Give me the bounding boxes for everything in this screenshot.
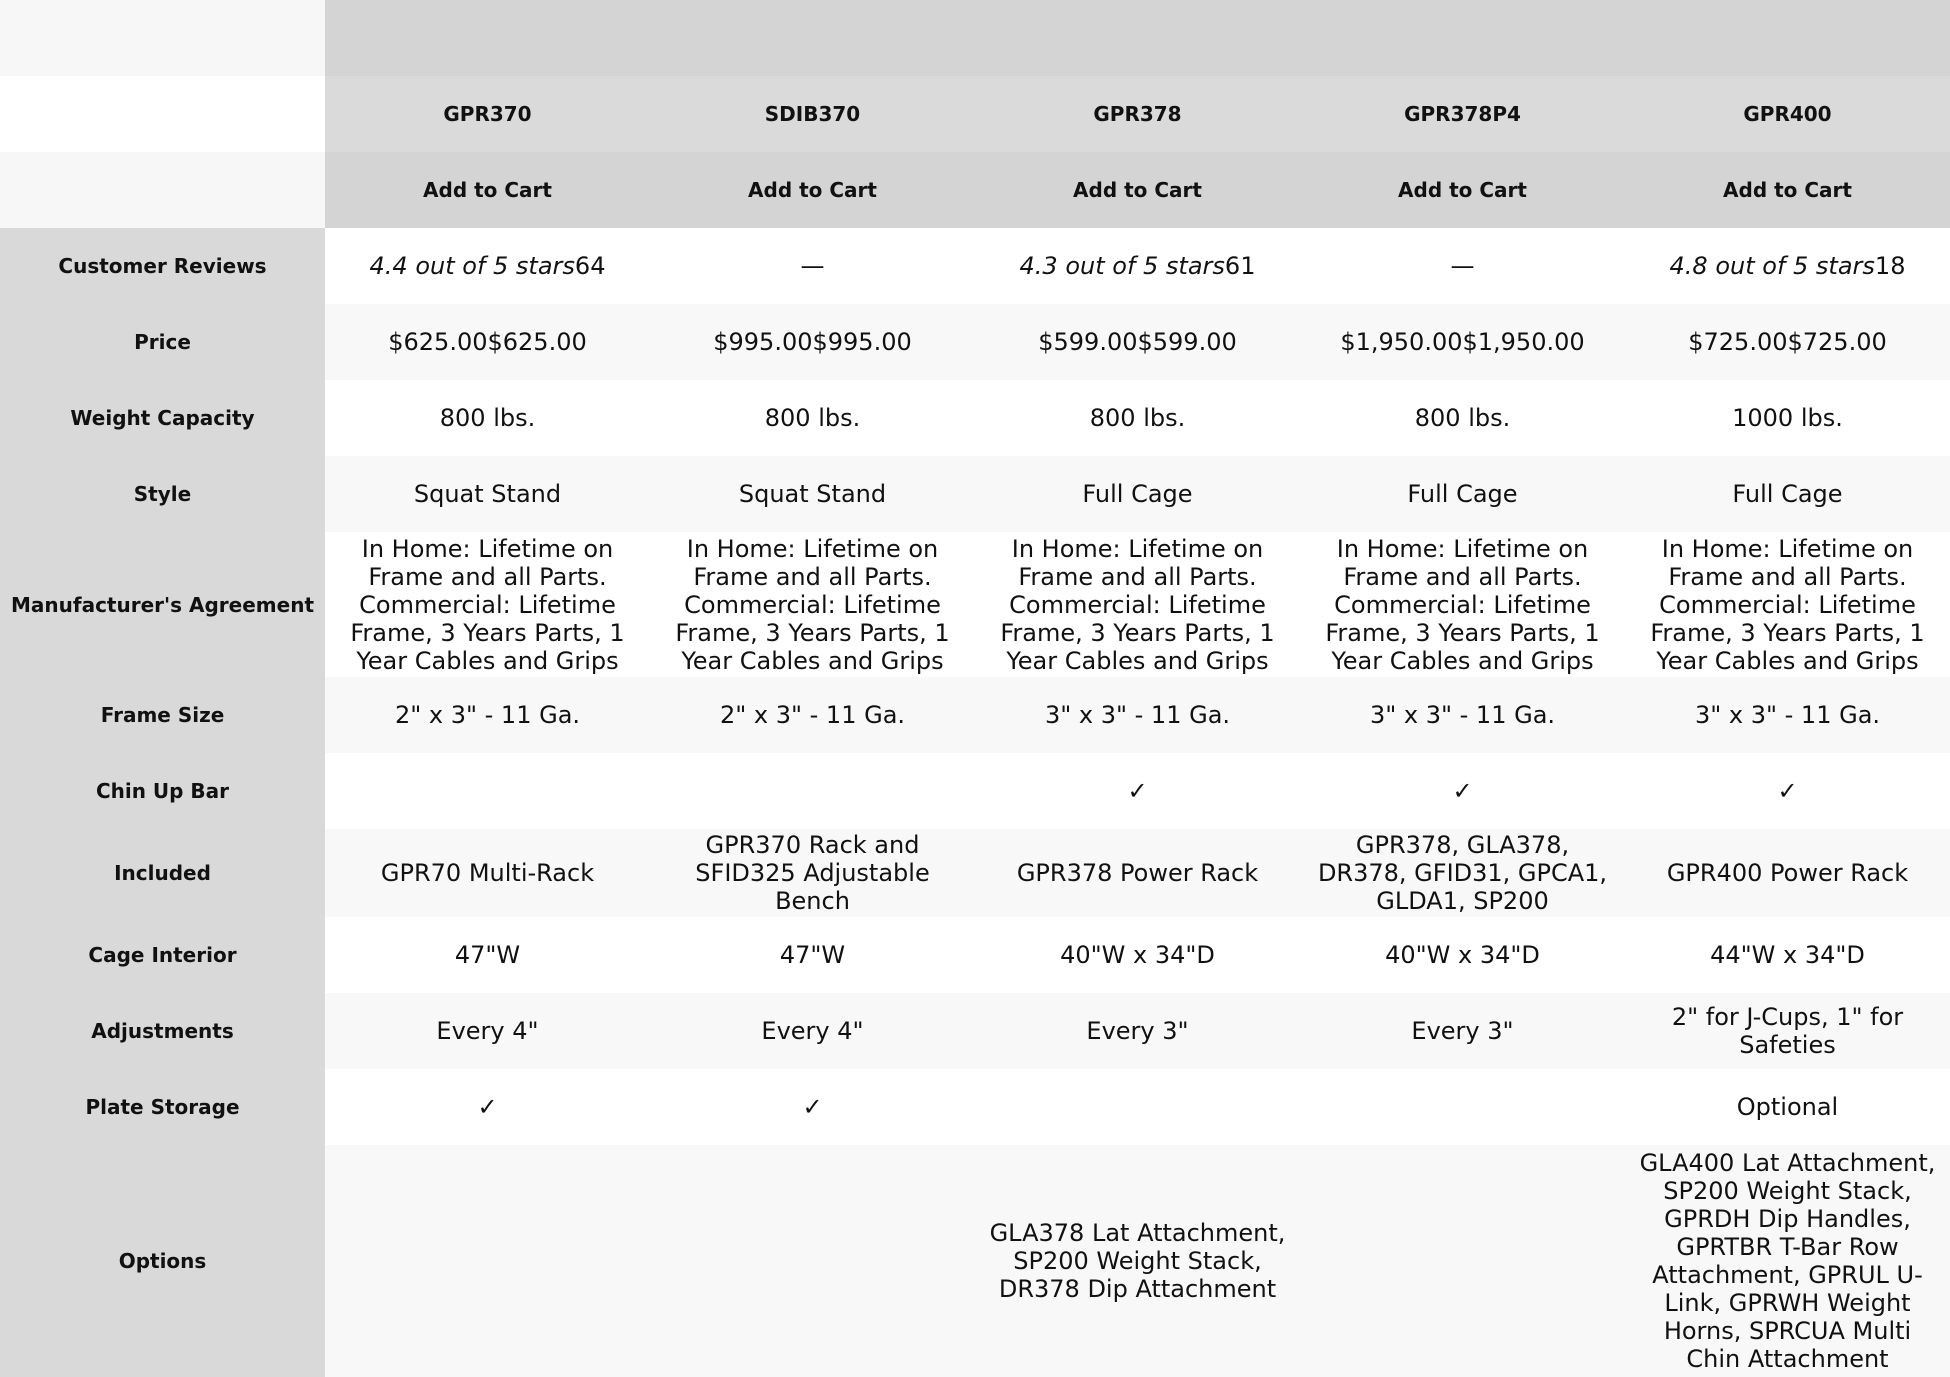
top-bar-cell (1300, 0, 1625, 76)
review-cell (650, 228, 975, 304)
spec-cell: GPR378 Power Rack (975, 829, 1300, 917)
row-label: Options (0, 1145, 325, 1377)
add-to-cart-button[interactable]: Add to Cart (1625, 152, 1950, 228)
spec-cell: 3" x 3" - 11 Ga. (975, 677, 1300, 753)
row-label: Adjustments (0, 993, 325, 1069)
spec-cell (1300, 1145, 1625, 1377)
review-cell (975, 228, 1300, 304)
row-label: Included (0, 829, 325, 917)
check-icon: ✓ (1625, 753, 1950, 829)
spec-cell: 47"W (650, 917, 975, 993)
spec-cell: Every 4" (650, 993, 975, 1069)
star-rating: 4.3 out of 5 stars (1019, 252, 1225, 280)
spec-cell: 2" for J-Cups, 1" for Safeties (1625, 993, 1950, 1069)
row-label: Price (0, 304, 325, 380)
add-to-cart-button[interactable]: Add to Cart (650, 152, 975, 228)
spec-cell (1300, 1069, 1625, 1145)
spec-cell: In Home: Lifetime on Frame and all Parts. Commercial: Lifetime Frame, 3 Years Parts, 1 Year Cables and Grips (975, 532, 1300, 677)
corner-cell (0, 152, 325, 228)
spec-cell: 800 lbs. (975, 380, 1300, 456)
spec-cell (650, 1145, 975, 1377)
spec-cell: $599.00$599.00 (975, 304, 1300, 380)
spec-cell: GPR70 Multi-Rack (325, 829, 650, 917)
spec-cell: $625.00$625.00 (325, 304, 650, 380)
spec-cell: In Home: Lifetime on Frame and all Parts. Commercial: Lifetime Frame, 3 Years Parts, 1 Year Cables and Grips (650, 532, 975, 677)
spec-cell: GPR370 Rack and SFID325 Adjustable Bench (650, 829, 975, 917)
review-count[interactable]: 64 (574, 252, 606, 280)
row-label: Manufacturer's Agreement (0, 532, 325, 677)
spec-cell (975, 1069, 1300, 1145)
row-label: Customer Reviews (0, 228, 325, 304)
spec-cell: 2" x 3" - 11 Ga. (650, 677, 975, 753)
top-bar-cell (975, 0, 1300, 76)
spec-cell: Squat Stand (325, 456, 650, 532)
top-bar-cell (1625, 0, 1950, 76)
row-label: Plate Storage (0, 1069, 325, 1145)
spec-cell: 800 lbs. (325, 380, 650, 456)
row-label: Frame Size (0, 677, 325, 753)
spec-cell: Full Cage (1300, 456, 1625, 532)
corner-cell (0, 0, 325, 76)
spec-cell: 2" x 3" - 11 Ga. (325, 677, 650, 753)
spec-cell: $995.00$995.00 (650, 304, 975, 380)
corner-cell (0, 76, 325, 152)
star-rating: 4.8 out of 5 stars (1669, 252, 1875, 280)
product-name-gpr378: GPR378 (975, 76, 1300, 152)
spec-cell: Full Cage (1625, 456, 1950, 532)
star-rating: 4.4 out of 5 stars (369, 252, 575, 280)
spec-cell: 47"W (325, 917, 650, 993)
review-count[interactable]: 61 (1224, 252, 1256, 280)
spec-cell: $1,950.00$1,950.00 (1300, 304, 1625, 380)
product-name-sdib370: SDIB370 (650, 76, 975, 152)
review-count: — (1450, 252, 1475, 280)
add-to-cart-button[interactable]: Add to Cart (975, 152, 1300, 228)
product-name-gpr400: GPR400 (1625, 76, 1950, 152)
spec-cell: GLA400 Lat Attachment, SP200 Weight Stack, GPRDH Dip Handles, GPRTBR T-Bar Row Attachment, GPRUL U-Link, GPRWH Weight Horns, SPRCUA Multi Chin Attachment (1625, 1145, 1950, 1377)
spec-cell: Every 3" (1300, 993, 1625, 1069)
spec-cell: Optional (1625, 1069, 1950, 1145)
spec-cell: $725.00$725.00 (1625, 304, 1950, 380)
spec-cell (325, 1145, 650, 1377)
spec-cell: 800 lbs. (1300, 380, 1625, 456)
spec-cell: GPR378, GLA378, DR378, GFID31, GPCA1, GLDA1, SP200 (1300, 829, 1625, 917)
review-cell (1300, 228, 1625, 304)
review-count: — (800, 252, 825, 280)
top-bar-cell (325, 0, 650, 76)
spec-cell: Every 3" (975, 993, 1300, 1069)
row-label: Style (0, 456, 325, 532)
spec-cell: 40"W x 34"D (1300, 917, 1625, 993)
spec-cell: 40"W x 34"D (975, 917, 1300, 993)
row-label: Weight Capacity (0, 380, 325, 456)
spec-cell: In Home: Lifetime on Frame and all Parts. Commercial: Lifetime Frame, 3 Years Parts, 1 Year Cables and Grips (325, 532, 650, 677)
spec-cell: Squat Stand (650, 456, 975, 532)
spec-cell: In Home: Lifetime on Frame and all Parts. Commercial: Lifetime Frame, 3 Years Parts, 1 Year Cables and Grips (1300, 532, 1625, 677)
spec-cell: In Home: Lifetime on Frame and all Parts. Commercial: Lifetime Frame, 3 Years Parts, 1 Year Cables and Grips (1625, 532, 1950, 677)
review-cell (325, 228, 650, 304)
review-cell (1625, 228, 1950, 304)
spec-cell: 800 lbs. (650, 380, 975, 456)
top-bar-cell (650, 0, 975, 76)
spec-cell (325, 753, 650, 829)
spec-cell: GPR400 Power Rack (1625, 829, 1950, 917)
review-count[interactable]: 18 (1874, 252, 1906, 280)
spec-cell: 44"W x 34"D (1625, 917, 1950, 993)
spec-cell (650, 753, 975, 829)
check-icon: ✓ (650, 1069, 975, 1145)
product-name-gpr370: GPR370 (325, 76, 650, 152)
add-to-cart-button[interactable]: Add to Cart (1300, 152, 1625, 228)
spec-cell: Full Cage (975, 456, 1300, 532)
row-label: Cage Interior (0, 917, 325, 993)
add-to-cart-button[interactable]: Add to Cart (325, 152, 650, 228)
product-name-gpr378p4: GPR378P4 (1300, 76, 1625, 152)
check-icon: ✓ (975, 753, 1300, 829)
spec-cell: 1000 lbs. (1625, 380, 1950, 456)
spec-cell: 3" x 3" - 11 Ga. (1300, 677, 1625, 753)
row-label: Chin Up Bar (0, 753, 325, 829)
check-icon: ✓ (325, 1069, 650, 1145)
spec-cell: GLA378 Lat Attachment, SP200 Weight Stack, DR378 Dip Attachment (975, 1145, 1300, 1377)
spec-cell: 3" x 3" - 11 Ga. (1625, 677, 1950, 753)
check-icon: ✓ (1300, 753, 1625, 829)
spec-cell: Every 4" (325, 993, 650, 1069)
